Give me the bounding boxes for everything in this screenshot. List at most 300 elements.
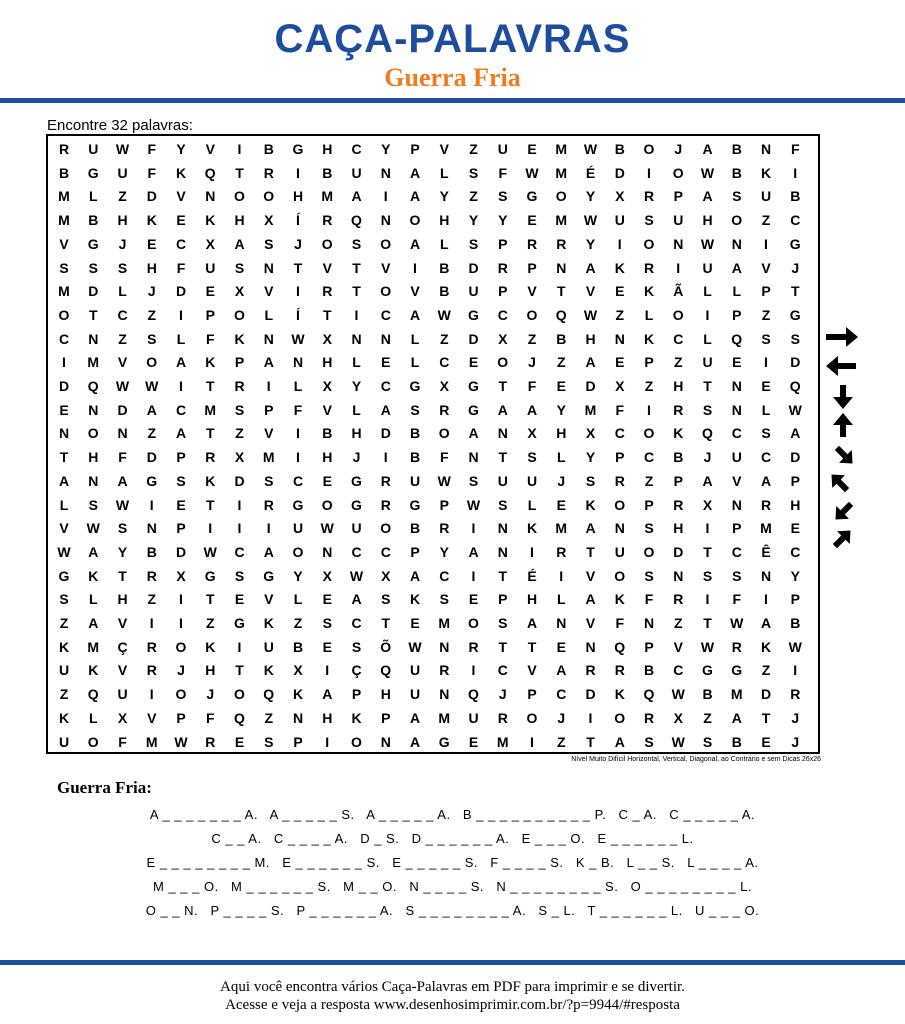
- grid-letter[interactable]: J: [118, 235, 127, 252]
- grid-letter[interactable]: X: [322, 567, 332, 584]
- grid-letter[interactable]: B: [322, 425, 333, 442]
- grid-letter[interactable]: S: [234, 401, 245, 418]
- grid-letter[interactable]: R: [526, 235, 538, 252]
- grid-letter[interactable]: Y: [468, 212, 479, 229]
- grid-letter[interactable]: R: [322, 283, 333, 300]
- grid-letter[interactable]: Z: [147, 425, 157, 442]
- grid-letter[interactable]: A: [760, 615, 772, 631]
- grid-letter[interactable]: I: [383, 449, 388, 466]
- grid-letter[interactable]: M: [555, 520, 568, 537]
- grid-letter[interactable]: T: [498, 638, 508, 655]
- grid-letter[interactable]: O: [321, 235, 333, 252]
- grid-letter[interactable]: K: [614, 591, 625, 608]
- grid-letter[interactable]: W: [145, 378, 159, 394]
- grid-letter[interactable]: A: [117, 472, 128, 489]
- grid-letter[interactable]: B: [88, 212, 99, 229]
- grid-letter[interactable]: I: [383, 188, 388, 205]
- grid-letter[interactable]: A: [409, 164, 421, 181]
- grid-letter[interactable]: K: [409, 591, 421, 608]
- grid-letter[interactable]: U: [409, 662, 421, 679]
- grid-letter[interactable]: S: [264, 472, 274, 489]
- grid-letter[interactable]: E: [234, 591, 245, 608]
- grid-letter[interactable]: R: [673, 496, 684, 513]
- grid-letter[interactable]: I: [617, 235, 622, 252]
- grid-letter[interactable]: D: [614, 164, 625, 181]
- grid-letter[interactable]: I: [179, 615, 183, 631]
- grid-letter[interactable]: Q: [468, 686, 479, 703]
- grid-letter[interactable]: V: [761, 259, 771, 276]
- grid-letter[interactable]: T: [352, 283, 361, 300]
- grid-letter[interactable]: U: [702, 259, 713, 276]
- grid-letter[interactable]: M: [555, 212, 568, 229]
- grid-letter[interactable]: O: [614, 496, 626, 513]
- grid-letter[interactable]: G: [468, 306, 479, 323]
- grid-letter[interactable]: A: [234, 235, 245, 252]
- grid-letter[interactable]: Z: [761, 306, 771, 323]
- grid-letter[interactable]: I: [179, 378, 183, 394]
- grid-letter[interactable]: K: [292, 686, 304, 703]
- grid-letter[interactable]: J: [206, 686, 215, 703]
- grid-letter[interactable]: Q: [234, 709, 245, 726]
- grid-letter[interactable]: R: [585, 662, 596, 679]
- grid-letter[interactable]: P: [439, 496, 449, 513]
- grid-letter[interactable]: P: [176, 449, 186, 466]
- grid-letter[interactable]: D: [790, 354, 801, 371]
- grid-letter[interactable]: Ê: [761, 543, 771, 560]
- grid-letter[interactable]: I: [647, 164, 651, 181]
- grid-letter[interactable]: G: [351, 496, 362, 513]
- grid-letter[interactable]: H: [117, 212, 128, 229]
- grid-letter[interactable]: M: [204, 401, 217, 418]
- grid-letter[interactable]: O: [614, 567, 626, 584]
- grid-letter[interactable]: W: [115, 378, 130, 394]
- grid-letter[interactable]: L: [176, 330, 186, 347]
- grid-letter[interactable]: N: [351, 330, 362, 347]
- grid-letter[interactable]: R: [614, 662, 625, 679]
- grid-letter[interactable]: C: [673, 662, 684, 679]
- grid-letter[interactable]: C: [380, 306, 391, 323]
- grid-letter[interactable]: I: [530, 733, 534, 750]
- grid-letter[interactable]: S: [790, 330, 800, 347]
- grid-letter[interactable]: X: [439, 378, 449, 394]
- grid-letter[interactable]: I: [149, 496, 154, 513]
- grid-letter[interactable]: I: [413, 259, 417, 276]
- grid-letter[interactable]: I: [237, 520, 242, 537]
- grid-letter[interactable]: Z: [147, 306, 157, 323]
- grid-letter[interactable]: R: [731, 638, 742, 655]
- grid-letter[interactable]: Z: [673, 354, 683, 371]
- grid-letter[interactable]: E: [234, 733, 245, 750]
- grid-letter[interactable]: T: [205, 591, 215, 608]
- grid-letter[interactable]: L: [732, 283, 742, 300]
- grid-letter[interactable]: G: [438, 733, 450, 750]
- grid-letter[interactable]: Y: [117, 543, 128, 560]
- grid-letter[interactable]: I: [296, 283, 300, 300]
- grid-letter[interactable]: A: [88, 543, 99, 560]
- grid-letter[interactable]: I: [296, 449, 300, 466]
- grid-letter[interactable]: O: [497, 354, 509, 371]
- grid-letter[interactable]: Z: [556, 733, 566, 750]
- grid-letter[interactable]: M: [58, 212, 70, 229]
- grid-letter[interactable]: A: [58, 472, 70, 489]
- grid-letter[interactable]: K: [205, 472, 216, 489]
- grid-letter[interactable]: S: [468, 235, 479, 252]
- grid-letter[interactable]: I: [266, 378, 271, 394]
- grid-letter[interactable]: P: [410, 141, 420, 157]
- grid-letter[interactable]: H: [322, 709, 333, 726]
- grid-letter[interactable]: T: [790, 283, 800, 300]
- grid-letter[interactable]: D: [117, 401, 128, 418]
- grid-letter[interactable]: S: [234, 567, 245, 584]
- grid-letter[interactable]: V: [264, 283, 274, 300]
- grid-letter[interactable]: H: [234, 212, 245, 229]
- grid-letter[interactable]: Y: [176, 141, 186, 157]
- grid-letter[interactable]: D: [585, 686, 596, 703]
- grid-letter[interactable]: W: [700, 164, 715, 181]
- grid-letter[interactable]: K: [58, 709, 70, 726]
- grid-letter[interactable]: X: [585, 425, 596, 442]
- grid-letter[interactable]: U: [409, 472, 421, 489]
- grid-letter[interactable]: L: [264, 306, 274, 323]
- grid-letter[interactable]: T: [118, 567, 127, 584]
- grid-letter[interactable]: O: [643, 235, 655, 252]
- grid-letter[interactable]: U: [468, 709, 479, 726]
- grid-letter[interactable]: N: [380, 212, 391, 229]
- grid-letter[interactable]: U: [292, 520, 304, 537]
- grid-letter[interactable]: H: [556, 425, 567, 442]
- grid-letter[interactable]: N: [58, 425, 70, 442]
- grid-letter[interactable]: X: [264, 212, 274, 229]
- grid-letter[interactable]: C: [760, 449, 772, 466]
- grid-letter[interactable]: H: [351, 425, 362, 442]
- grid-letter[interactable]: F: [790, 141, 800, 157]
- grid-letter[interactable]: S: [264, 235, 274, 252]
- grid-letter[interactable]: M: [262, 449, 275, 466]
- grid-letter[interactable]: I: [676, 259, 681, 276]
- grid-letter[interactable]: W: [700, 638, 715, 655]
- grid-letter[interactable]: M: [87, 638, 100, 655]
- grid-letter[interactable]: N: [643, 615, 655, 631]
- grid-letter[interactable]: W: [671, 733, 685, 750]
- grid-letter[interactable]: U: [117, 686, 128, 703]
- grid-letter[interactable]: R: [643, 188, 655, 205]
- grid-letter[interactable]: O: [234, 188, 245, 205]
- grid-letter[interactable]: L: [410, 330, 420, 347]
- grid-letter[interactable]: Ç: [351, 662, 362, 679]
- grid-letter[interactable]: A: [175, 425, 187, 442]
- grid-letter[interactable]: K: [351, 709, 362, 726]
- grid-letter[interactable]: O: [292, 543, 304, 560]
- grid-letter[interactable]: Z: [673, 615, 683, 631]
- grid-letter[interactable]: I: [296, 425, 300, 442]
- grid-letter[interactable]: S: [88, 496, 98, 513]
- grid-letter[interactable]: U: [497, 472, 508, 489]
- grid-letter[interactable]: J: [674, 141, 683, 157]
- grid-letter[interactable]: E: [527, 212, 537, 229]
- grid-letter[interactable]: R: [497, 259, 508, 276]
- grid-letter[interactable]: Q: [351, 212, 362, 229]
- grid-letter[interactable]: Z: [235, 425, 244, 442]
- grid-letter[interactable]: W: [583, 306, 598, 323]
- grid-letter[interactable]: A: [322, 686, 333, 703]
- grid-letter[interactable]: I: [266, 520, 271, 537]
- grid-letter[interactable]: B: [643, 662, 655, 679]
- grid-letter[interactable]: N: [497, 543, 508, 560]
- grid-letter[interactable]: E: [176, 212, 186, 229]
- grid-letter[interactable]: O: [380, 235, 392, 252]
- grid-letter[interactable]: P: [176, 520, 186, 537]
- grid-letter[interactable]: O: [672, 164, 684, 181]
- grid-letter[interactable]: B: [146, 543, 157, 560]
- grid-letter[interactable]: B: [409, 425, 421, 442]
- grid-letter[interactable]: G: [204, 567, 216, 584]
- grid-letter[interactable]: Y: [498, 212, 508, 229]
- grid-letter[interactable]: N: [760, 567, 772, 584]
- grid-letter[interactable]: E: [468, 354, 479, 371]
- grid-letter[interactable]: W: [320, 520, 334, 537]
- grid-letter[interactable]: Z: [761, 212, 771, 229]
- grid-letter[interactable]: E: [556, 496, 566, 513]
- grid-letter[interactable]: B: [409, 520, 421, 537]
- grid-letter[interactable]: A: [497, 401, 508, 418]
- grid-letter[interactable]: Q: [731, 330, 743, 347]
- grid-letter[interactable]: H: [322, 354, 333, 371]
- grid-letter[interactable]: I: [559, 567, 564, 584]
- grid-letter[interactable]: T: [205, 378, 215, 394]
- grid-letter[interactable]: S: [117, 259, 128, 276]
- grid-letter[interactable]: S: [439, 591, 449, 608]
- grid-letter[interactable]: P: [732, 520, 742, 537]
- grid-letter[interactable]: L: [703, 330, 712, 347]
- grid-letter[interactable]: N: [731, 235, 742, 252]
- grid-letter[interactable]: L: [293, 378, 303, 394]
- grid-letter[interactable]: A: [614, 733, 625, 750]
- grid-letter[interactable]: N: [439, 686, 450, 703]
- grid-letter[interactable]: B: [556, 330, 567, 347]
- grid-letter[interactable]: B: [439, 283, 450, 300]
- grid-letter[interactable]: Q: [643, 686, 655, 703]
- grid-letter[interactable]: O: [87, 425, 99, 442]
- grid-letter[interactable]: G: [468, 378, 479, 394]
- grid-letter[interactable]: C: [731, 425, 742, 442]
- grid-letter[interactable]: Q: [263, 686, 275, 703]
- grid-letter[interactable]: E: [556, 378, 566, 394]
- grid-letter[interactable]: O: [87, 733, 99, 750]
- grid-letter[interactable]: Z: [118, 330, 127, 347]
- grid-letter[interactable]: T: [498, 378, 508, 394]
- grid-letter[interactable]: F: [118, 733, 127, 750]
- grid-letter[interactable]: O: [643, 141, 655, 157]
- grid-letter[interactable]: J: [498, 686, 507, 703]
- grid-letter[interactable]: V: [117, 615, 128, 631]
- grid-letter[interactable]: S: [117, 520, 128, 537]
- grid-letter[interactable]: Q: [87, 686, 99, 703]
- grid-letter[interactable]: S: [702, 401, 713, 418]
- grid-letter[interactable]: X: [381, 567, 391, 584]
- grid-letter[interactable]: U: [351, 164, 362, 181]
- grid-letter[interactable]: S: [498, 496, 508, 513]
- grid-letter[interactable]: A: [146, 401, 157, 418]
- grid-letter[interactable]: T: [381, 615, 391, 631]
- grid-letter[interactable]: K: [614, 686, 625, 703]
- grid-letter[interactable]: B: [731, 141, 742, 157]
- grid-letter[interactable]: G: [731, 662, 743, 679]
- grid-letter[interactable]: K: [760, 164, 772, 181]
- grid-letter[interactable]: C: [556, 686, 567, 703]
- grid-letter[interactable]: H: [585, 330, 596, 347]
- grid-letter[interactable]: R: [643, 709, 655, 726]
- grid-letter[interactable]: Q: [614, 638, 626, 655]
- grid-letter[interactable]: K: [263, 662, 274, 679]
- grid-letter[interactable]: H: [673, 378, 684, 394]
- grid-letter[interactable]: B: [292, 638, 304, 655]
- grid-letter[interactable]: S: [644, 212, 654, 229]
- grid-letter[interactable]: I: [764, 591, 768, 608]
- grid-letter[interactable]: S: [88, 259, 98, 276]
- grid-letter[interactable]: I: [705, 520, 710, 537]
- grid-letter[interactable]: A: [702, 141, 713, 157]
- grid-letter[interactable]: O: [351, 733, 362, 750]
- grid-letter[interactable]: P: [673, 188, 683, 205]
- grid-letter[interactable]: C: [731, 543, 742, 560]
- grid-letter[interactable]: I: [149, 615, 154, 631]
- grid-letter[interactable]: K: [643, 330, 655, 347]
- grid-letter[interactable]: Q: [555, 306, 567, 323]
- grid-letter[interactable]: R: [146, 662, 157, 679]
- grid-letter[interactable]: J: [294, 235, 302, 252]
- grid-letter[interactable]: P: [615, 449, 625, 466]
- grid-letter[interactable]: N: [380, 330, 391, 347]
- grid-letter[interactable]: M: [438, 615, 451, 631]
- grid-letter[interactable]: S: [381, 591, 391, 608]
- grid-letter[interactable]: O: [672, 306, 684, 323]
- grid-letter[interactable]: Y: [585, 235, 596, 252]
- grid-letter[interactable]: P: [381, 709, 391, 726]
- grid-letter[interactable]: K: [146, 212, 157, 229]
- grid-letter[interactable]: G: [702, 662, 713, 679]
- grid-letter[interactable]: S: [702, 733, 713, 750]
- grid-letter[interactable]: P: [644, 496, 654, 513]
- grid-letter[interactable]: W: [86, 520, 100, 537]
- grid-letter[interactable]: E: [790, 520, 800, 537]
- grid-letter[interactable]: T: [527, 638, 537, 655]
- grid-letter[interactable]: R: [205, 449, 216, 466]
- grid-letter[interactable]: Õ: [380, 638, 392, 655]
- grid-letter[interactable]: H: [292, 188, 304, 205]
- grid-letter[interactable]: C: [351, 141, 362, 157]
- grid-letter[interactable]: M: [58, 283, 70, 300]
- grid-letter[interactable]: C: [117, 306, 128, 323]
- grid-letter[interactable]: A: [760, 472, 772, 489]
- grid-letter[interactable]: V: [585, 615, 596, 631]
- grid-letter[interactable]: G: [58, 567, 70, 584]
- grid-letter[interactable]: D: [380, 425, 391, 442]
- grid-letter[interactable]: E: [59, 401, 69, 418]
- grid-letter[interactable]: S: [59, 259, 69, 276]
- grid-letter[interactable]: I: [764, 235, 768, 252]
- grid-letter[interactable]: E: [468, 733, 479, 750]
- grid-letter[interactable]: I: [705, 306, 710, 323]
- grid-letter[interactable]: C: [439, 354, 450, 371]
- grid-letter[interactable]: N: [585, 638, 596, 655]
- grid-letter[interactable]: L: [556, 591, 566, 608]
- grid-letter[interactable]: L: [527, 496, 537, 513]
- grid-letter[interactable]: E: [205, 283, 215, 300]
- grid-letter[interactable]: R: [322, 212, 333, 229]
- grid-letter[interactable]: Í: [296, 212, 300, 229]
- grid-letter[interactable]: D: [146, 449, 157, 466]
- grid-letter[interactable]: O: [380, 283, 392, 300]
- grid-letter[interactable]: R: [497, 709, 508, 726]
- grid-letter[interactable]: N: [760, 141, 772, 157]
- grid-letter[interactable]: F: [205, 330, 215, 347]
- grid-letter[interactable]: Ã: [673, 283, 684, 300]
- grid-letter[interactable]: B: [702, 686, 713, 703]
- grid-letter[interactable]: P: [205, 306, 215, 323]
- grid-letter[interactable]: C: [234, 543, 245, 560]
- grid-letter[interactable]: I: [647, 401, 651, 418]
- grid-letter[interactable]: E: [381, 354, 391, 371]
- grid-letter[interactable]: G: [351, 472, 362, 489]
- grid-letter[interactable]: V: [322, 259, 332, 276]
- grid-letter[interactable]: D: [88, 283, 99, 300]
- grid-letter[interactable]: C: [292, 472, 304, 489]
- grid-letter[interactable]: W: [700, 235, 715, 252]
- grid-letter[interactable]: E: [468, 591, 479, 608]
- grid-letter[interactable]: T: [205, 425, 215, 442]
- grid-letter[interactable]: X: [615, 188, 625, 205]
- grid-letter[interactable]: C: [497, 306, 508, 323]
- grid-letter[interactable]: P: [410, 543, 420, 560]
- grid-letter[interactable]: A: [585, 354, 596, 371]
- grid-letter[interactable]: X: [234, 449, 245, 466]
- grid-letter[interactable]: W: [174, 733, 188, 750]
- grid-letter[interactable]: W: [437, 472, 451, 489]
- grid-letter[interactable]: Z: [527, 330, 537, 347]
- grid-letter[interactable]: B: [731, 733, 742, 750]
- grid-letter[interactable]: X: [498, 330, 508, 347]
- grid-letter[interactable]: S: [644, 733, 654, 750]
- grid-letter[interactable]: A: [409, 733, 421, 750]
- grid-letter[interactable]: K: [234, 330, 245, 347]
- grid-letter[interactable]: É: [527, 567, 537, 584]
- grid-letter[interactable]: Y: [439, 188, 449, 205]
- grid-letter[interactable]: W: [203, 543, 217, 560]
- grid-letter[interactable]: Ç: [117, 638, 128, 655]
- grid-letter[interactable]: F: [644, 591, 654, 608]
- grid-letter[interactable]: U: [58, 733, 70, 750]
- grid-letter[interactable]: G: [789, 235, 801, 252]
- grid-letter[interactable]: M: [87, 354, 100, 371]
- grid-letter[interactable]: H: [117, 591, 128, 608]
- grid-letter[interactable]: D: [234, 472, 245, 489]
- grid-letter[interactable]: E: [615, 354, 625, 371]
- grid-letter[interactable]: X: [293, 662, 303, 679]
- grid-letter[interactable]: K: [58, 638, 70, 655]
- grid-letter[interactable]: L: [88, 188, 98, 205]
- grid-letter[interactable]: G: [234, 615, 245, 631]
- grid-letter[interactable]: Z: [469, 188, 478, 205]
- grid-letter[interactable]: D: [673, 543, 684, 560]
- grid-letter[interactable]: J: [177, 662, 185, 679]
- grid-letter[interactable]: V: [147, 709, 157, 726]
- grid-letter[interactable]: S: [468, 472, 479, 489]
- grid-letter[interactable]: B: [439, 259, 450, 276]
- grid-letter[interactable]: Y: [585, 188, 596, 205]
- grid-letter[interactable]: A: [351, 188, 362, 205]
- grid-letter[interactable]: R: [673, 401, 684, 418]
- grid-letter[interactable]: J: [703, 449, 712, 466]
